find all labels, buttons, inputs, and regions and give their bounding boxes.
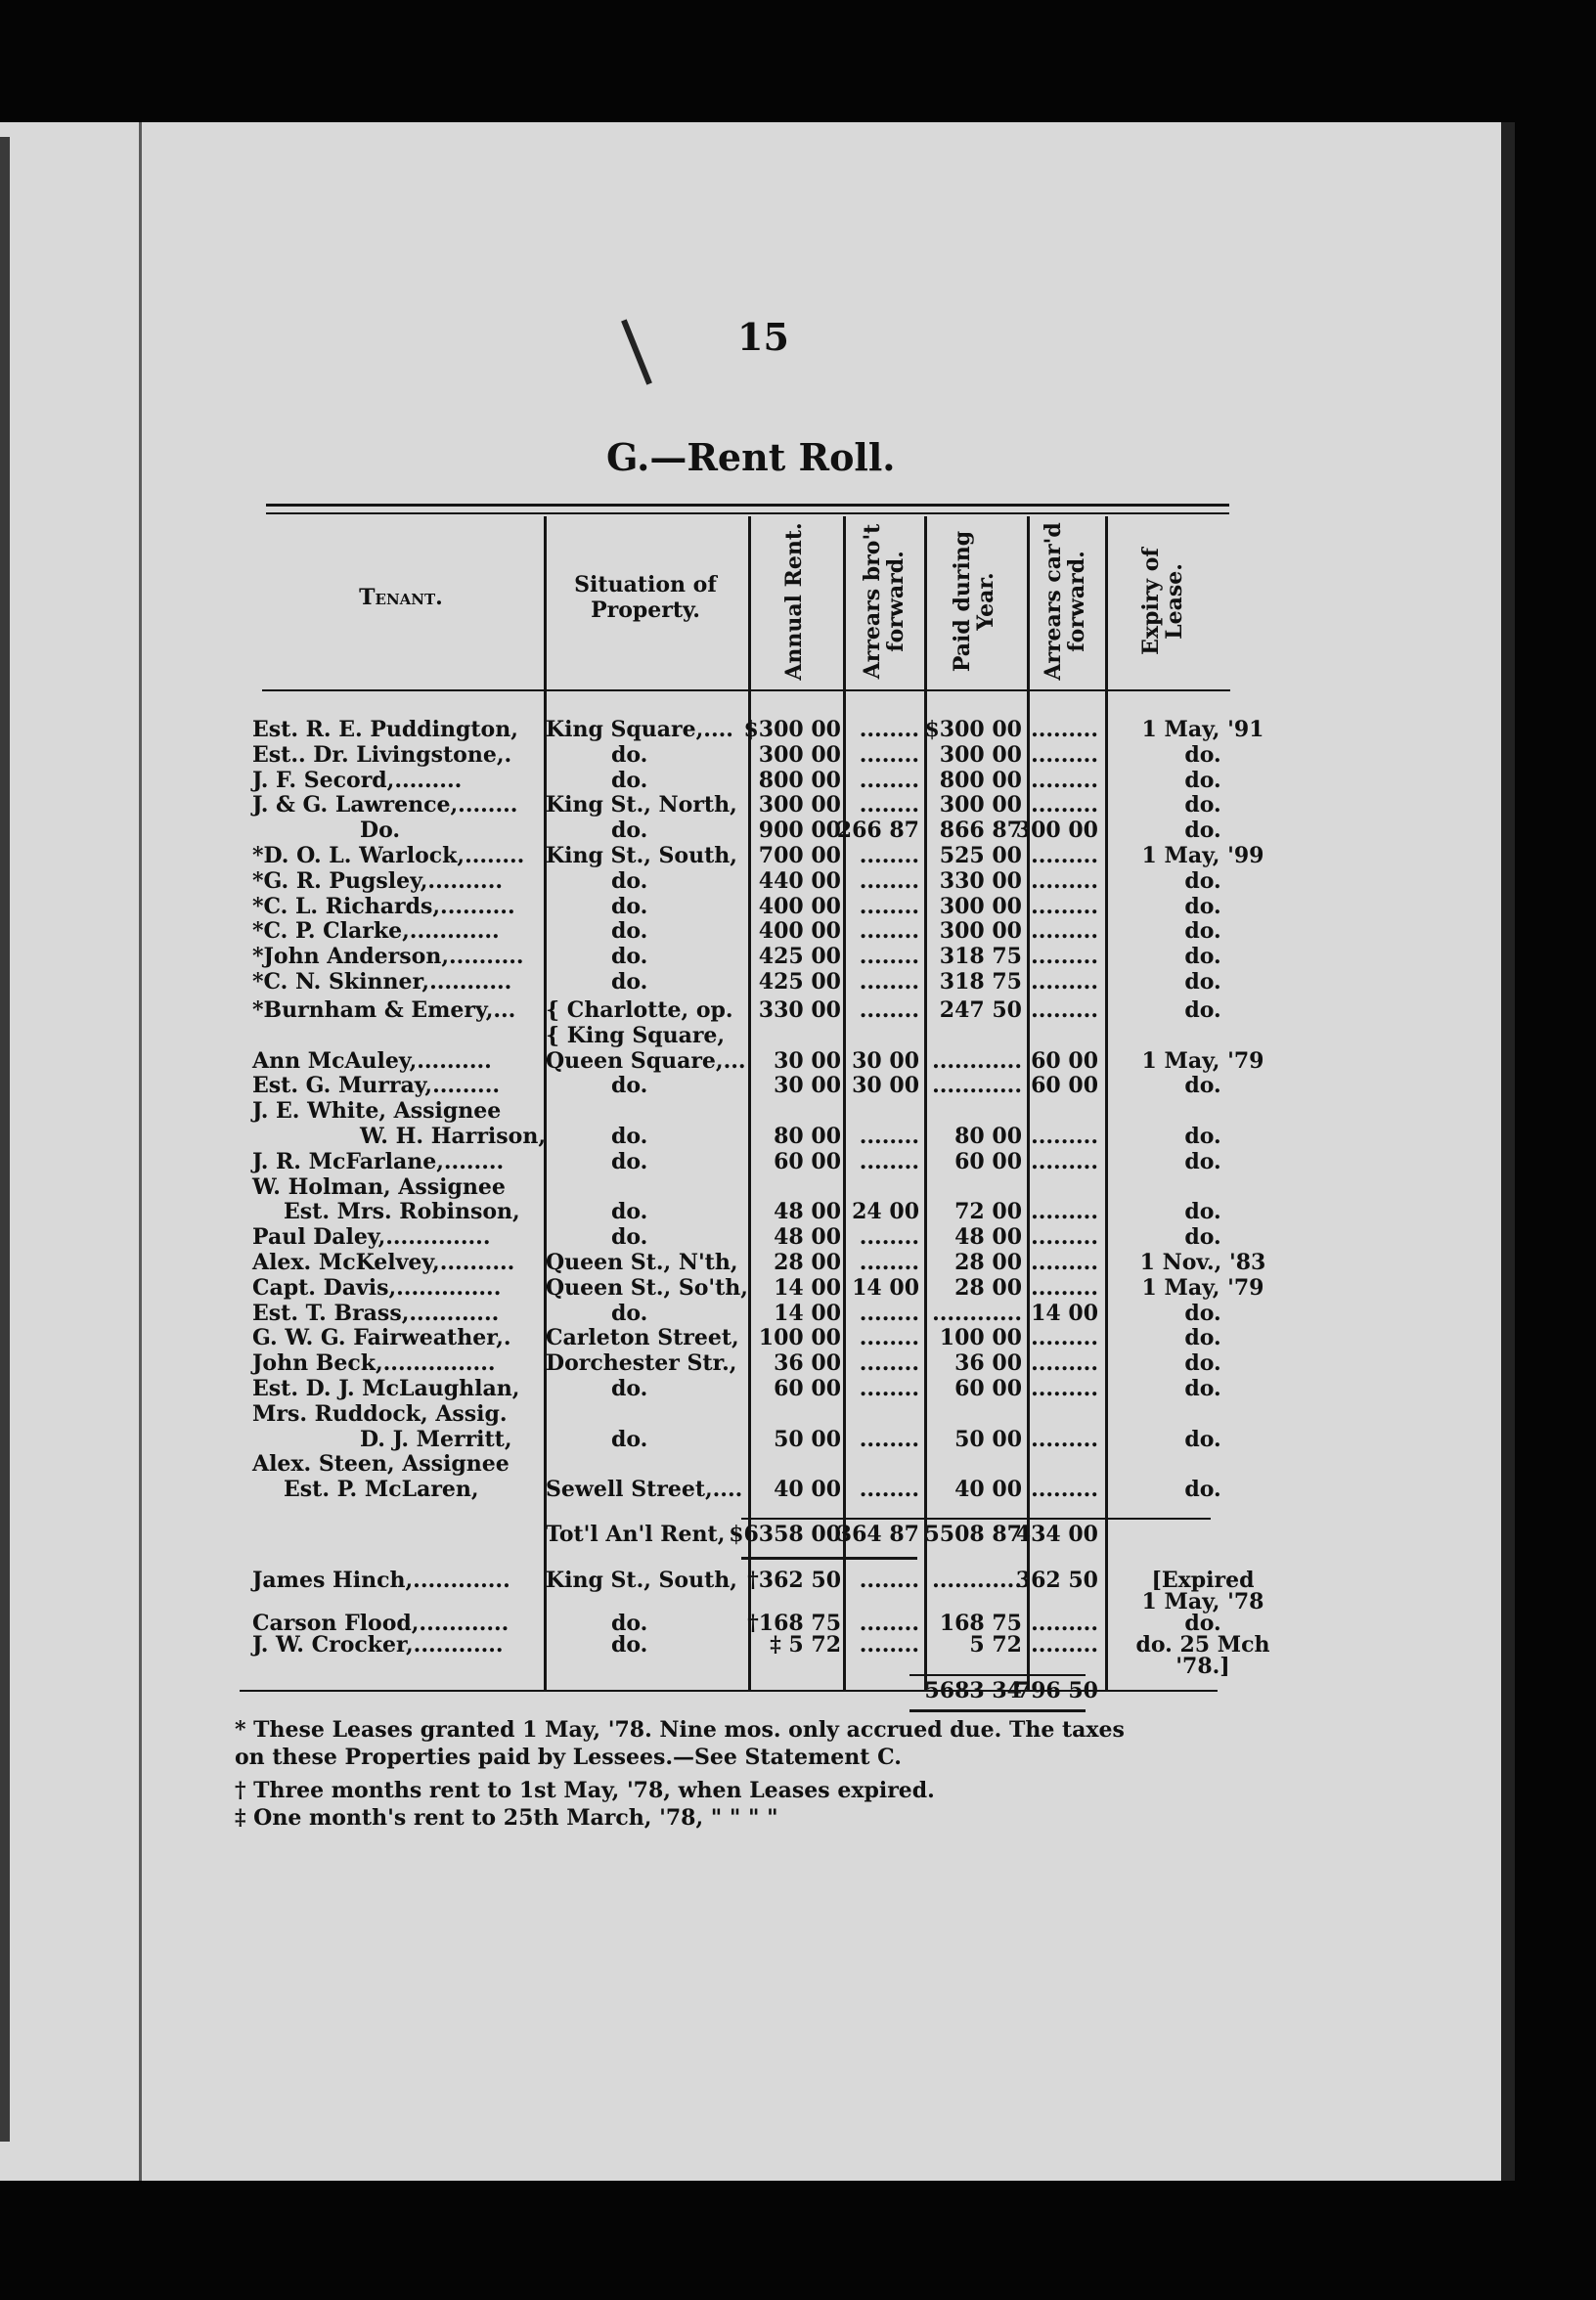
- tenant-cell: Alex. McKelvey,..........: [252, 1250, 515, 1275]
- arrears-brought-cell: ........: [859, 1611, 919, 1636]
- header-paid-line1: Paid during: [950, 530, 975, 673]
- arrears-brought-cell: ........: [859, 767, 919, 793]
- annual-rent-cell: 48 00: [774, 1224, 841, 1251]
- situation-cell: do.: [611, 1148, 648, 1174]
- paid-cell: 60 00: [954, 1376, 1022, 1401]
- page-title: G.—Rent Roll.: [606, 435, 896, 479]
- annual-rent-cell: 36 00: [774, 1350, 841, 1377]
- tenant-cell: Est.. Dr. Livingstone,.: [252, 741, 512, 768]
- situation-cell: Queen Square,...: [546, 1047, 746, 1074]
- annual-rent-cell: 400 00: [758, 893, 841, 919]
- arrears-carried-cell: .........: [1031, 1148, 1098, 1174]
- arrears-carried-cell: .........: [1031, 767, 1098, 793]
- footnote-line: ‡ One month's rent to 25th March, '78, " " " ": [235, 1805, 778, 1831]
- header-bottom-rule: [262, 689, 1230, 691]
- paid-cell: 318 75: [939, 969, 1022, 995]
- table-row: [0, 1678, 1501, 1703]
- annual-rent-cell: 14 00: [774, 1274, 841, 1301]
- total-arrears: 364 87: [836, 1522, 919, 1547]
- arrears-brought-cell: ........: [859, 1426, 919, 1452]
- situation-cell: do.: [611, 1632, 648, 1658]
- tenant-cell: Ann McAuley,..........: [252, 1047, 492, 1074]
- table-row: [0, 969, 1501, 995]
- table-row: [0, 894, 1501, 919]
- tenant-cell: J. R. McFarlane,........: [252, 1148, 505, 1174]
- arrears-carried-cell: .........: [1031, 792, 1098, 818]
- situation-cell: do.: [611, 867, 648, 894]
- arrears-carried-cell: .........: [1031, 1325, 1098, 1351]
- table-row: [0, 1451, 1501, 1477]
- situation-cell: do.: [611, 1376, 648, 1401]
- arrears-brought-cell: ........: [859, 1148, 919, 1174]
- annual-rent-cell: 330 00: [758, 997, 841, 1023]
- arrears-carried-cell: .........: [1031, 1632, 1098, 1658]
- total-paid: 5508 87: [924, 1522, 1022, 1547]
- paid-cell: 28 00: [954, 1274, 1022, 1301]
- expiry-cell: do.: [1184, 1611, 1221, 1636]
- arrears-carried-cell: .........: [1031, 944, 1098, 970]
- table-row: [0, 1301, 1501, 1326]
- situation-cell: do.: [611, 1611, 648, 1636]
- expiry-cell: do.: [1184, 767, 1221, 793]
- expiry-cell: 1 May, '79: [1141, 1047, 1264, 1074]
- arrears-brought-cell: ........: [859, 1250, 919, 1275]
- expiry-cell: do.: [1184, 918, 1221, 945]
- header-expiry-line1: Expiry of: [1138, 548, 1164, 655]
- arrears-carried-cell: .........: [1031, 741, 1098, 768]
- situation-cell: Queen St., N'th,: [546, 1250, 738, 1275]
- arrears-carried-cell: .........: [1031, 1350, 1098, 1377]
- expiry-cell: 1 May, '91: [1141, 717, 1264, 742]
- table-row: [0, 768, 1501, 793]
- header-arrears-card-line2: forward.: [1064, 551, 1089, 652]
- expiry-cell: 1 May, '99: [1141, 843, 1264, 868]
- footnote-line: † Three months rent to 1st May, '78, when Leases expired.: [235, 1778, 935, 1803]
- footnote-line: on these Properties paid by Lessees.—See Statement C.: [235, 1745, 902, 1770]
- arrears-brought-cell: 24 00: [852, 1199, 919, 1225]
- header-paid: [951, 518, 998, 685]
- tenant-cell: W. H. Harrison,: [360, 1124, 546, 1149]
- total-rule: [741, 1518, 1211, 1520]
- paid-cell: 866 87: [939, 818, 1022, 844]
- situation-cell: do.: [611, 1300, 648, 1326]
- paid-cell: 300 00: [939, 792, 1022, 818]
- tenant-cell: James Hinch,.............: [252, 1568, 510, 1593]
- table-row: [0, 1427, 1501, 1452]
- tenant-cell: Alex. Steen, Assignee: [252, 1451, 510, 1478]
- expiry-cell: do.: [1184, 1350, 1221, 1377]
- expiry-cell: do.: [1184, 1477, 1221, 1503]
- header-arrears-brot: [861, 518, 908, 685]
- annual-rent-cell: ‡ 5 72: [770, 1632, 841, 1658]
- tenant-cell: Est. D. J. McLaughlan,: [252, 1376, 520, 1401]
- arrears-carried-cell: .........: [1031, 867, 1098, 894]
- situation-cell: do.: [611, 1426, 648, 1452]
- annual-rent-cell: 800 00: [758, 767, 841, 793]
- header-arrears-card: [1042, 518, 1088, 685]
- situation-cell: Carleton Street,: [546, 1325, 739, 1351]
- arrears-brought-cell: ........: [859, 969, 919, 995]
- paid-cell: 800 00: [939, 767, 1022, 793]
- table-row: [0, 997, 1501, 1023]
- paid-cell: 5 72: [969, 1632, 1022, 1658]
- expiry-cell: do.: [1184, 997, 1221, 1023]
- arrears-carried-cell: .........: [1031, 1477, 1098, 1503]
- paid-cell: 525 00: [939, 843, 1022, 868]
- table-row: [0, 1023, 1501, 1048]
- tenant-cell: *C. P. Clarke,............: [252, 918, 500, 945]
- table-row: [0, 1098, 1501, 1124]
- arrears-carried-cell: .........: [1031, 1250, 1098, 1275]
- paid-cell: 60 00: [954, 1148, 1022, 1174]
- annual-rent-cell: 300 00: [758, 792, 841, 818]
- annual-rent-cell: †362 50: [747, 1568, 841, 1593]
- grand-total-bottom-rule: [909, 1709, 1086, 1712]
- header-expiry-line2: Lease.: [1162, 563, 1187, 640]
- table-row: [0, 1199, 1501, 1224]
- situation-cell: do.: [611, 1224, 648, 1251]
- table-row: [0, 742, 1501, 768]
- arrears-brought-cell: ........: [859, 1632, 919, 1658]
- arrears-brought-cell: ........: [859, 1477, 919, 1503]
- table-top-rule-2: [266, 512, 1229, 514]
- page-number: 15: [737, 315, 789, 359]
- tenant-cell: *Burnham & Emery,...: [252, 997, 516, 1023]
- expiry-cell: do.: [1184, 1426, 1221, 1452]
- tenant-cell: Do.: [360, 818, 401, 844]
- table-row: [0, 1325, 1501, 1350]
- arrears-brought-cell: ........: [859, 867, 919, 894]
- situation-cell: Queen St., So'th,: [546, 1274, 748, 1301]
- arrears-brought-cell: 30 00: [852, 1047, 919, 1074]
- expiry-cell: do.: [1184, 792, 1221, 818]
- situation-cell: do.: [611, 818, 648, 844]
- table-row: [0, 944, 1501, 969]
- arrears-brought-cell: ........: [859, 1124, 919, 1149]
- paid-cell: 72 00: [954, 1199, 1022, 1225]
- arrears-carried-cell: 14 00: [1031, 1300, 1098, 1326]
- annual-rent-cell: 900 00: [758, 818, 841, 844]
- situation-cell: do.: [611, 1124, 648, 1149]
- paid-cell: ............: [932, 1568, 1022, 1593]
- footnotes: [235, 1716, 1125, 1832]
- annual-rent-cell: 700 00: [758, 843, 841, 868]
- expiry-cell: do.: [1184, 1199, 1221, 1225]
- arrears-brought-cell: ........: [859, 717, 919, 742]
- annual-rent-cell: $300 00: [743, 717, 841, 742]
- header-arrears-brot-line2: forward.: [883, 551, 909, 652]
- tenant-cell: W. Holman, Assignee: [252, 1173, 506, 1200]
- situation-cell: King Square,....: [546, 717, 733, 742]
- arrears-carried-cell: 60 00: [1031, 1047, 1098, 1074]
- arrears-brought-cell: ........: [859, 1300, 919, 1326]
- tenant-cell: Mrs. Ruddock, Assig.: [252, 1400, 508, 1427]
- grand-total-carried: 796 50: [1015, 1678, 1098, 1703]
- situation-cell: do.: [611, 969, 648, 995]
- expiry-cell: do.: [1184, 1325, 1221, 1351]
- arrears-carried-cell: .........: [1031, 997, 1098, 1023]
- annual-rent-cell: 425 00: [758, 944, 841, 970]
- tenant-cell: Est. P. McLaren,: [284, 1477, 479, 1503]
- situation-cell: do.: [611, 944, 648, 970]
- expiry-cell: do.: [1184, 1148, 1221, 1174]
- tenant-cell: Paul Daley,..............: [252, 1224, 491, 1251]
- annual-rent-cell: 300 00: [758, 741, 841, 768]
- situation-cell: do.: [611, 918, 648, 945]
- header-expiry: [1139, 518, 1186, 685]
- table-row: [0, 717, 1501, 742]
- tenant-cell: G. W. G. Fairweather,.: [252, 1325, 511, 1351]
- tenant-cell: *G. R. Pugsley,..........: [252, 867, 504, 894]
- paid-cell: 48 00: [954, 1224, 1022, 1251]
- arrears-brought-cell: ........: [859, 997, 919, 1023]
- table-row: [0, 1250, 1501, 1275]
- table-row: [0, 1124, 1501, 1149]
- total-label: Tot'l An'l Rent,: [546, 1522, 726, 1547]
- expiry-cell: do.: [1184, 818, 1221, 844]
- table-row: [0, 1174, 1501, 1200]
- expiry-cell: do.: [1184, 741, 1221, 768]
- header-situation-line2: Property.: [591, 597, 700, 623]
- paid-cell: 300 00: [939, 741, 1022, 768]
- tenant-cell: J. & G. Lawrence,........: [252, 792, 518, 818]
- situation-cell: Dorchester Str.,: [546, 1350, 737, 1377]
- tenant-cell: D. J. Merritt,: [360, 1426, 512, 1452]
- expiry-cell: 1 May, '78: [1141, 1589, 1264, 1614]
- table-row: [0, 1376, 1501, 1401]
- arrears-carried-cell: .........: [1031, 717, 1098, 742]
- arrears-brought-cell: ........: [859, 944, 919, 970]
- table-row: [0, 1149, 1501, 1174]
- arrears-brought-cell: ........: [859, 1224, 919, 1251]
- table-row: [0, 1654, 1501, 1679]
- table-row: [0, 868, 1501, 894]
- arrears-brought-cell: ........: [859, 1568, 919, 1593]
- arrears-brought-cell: ........: [859, 741, 919, 768]
- arrears-carried-cell: .........: [1031, 969, 1098, 995]
- total-carried: 434 00: [1015, 1522, 1098, 1547]
- tenant-cell: *C. N. Skinner,...........: [252, 969, 512, 995]
- table-row: [0, 918, 1501, 944]
- paid-cell: 247 50: [939, 997, 1022, 1023]
- tenant-cell: Capt. Davis,..............: [252, 1274, 502, 1301]
- arrears-brought-cell: 266 87: [836, 818, 919, 844]
- arrears-brought-cell: ........: [859, 843, 919, 868]
- tenant-cell: J. F. Secord,.........: [252, 767, 463, 793]
- situation-cell: do.: [611, 1073, 648, 1099]
- tenant-cell: J. E. White, Assignee: [252, 1098, 502, 1125]
- arrears-brought-cell: ........: [859, 1376, 919, 1401]
- situation-cell: Sewell Street,....: [546, 1477, 743, 1503]
- annual-rent-cell: 400 00: [758, 918, 841, 945]
- annual-rent-cell: 40 00: [774, 1477, 841, 1503]
- annual-rent-cell: 425 00: [758, 969, 841, 995]
- tenant-cell: Carson Flood,............: [252, 1611, 510, 1636]
- annual-rent-cell: 80 00: [774, 1124, 841, 1149]
- situation-cell: King St., South,: [546, 843, 737, 868]
- expiry-cell: do. 25 Mch: [1135, 1632, 1270, 1658]
- arrears-brought-cell: 14 00: [852, 1274, 919, 1301]
- paid-cell: $300 00: [924, 717, 1022, 742]
- annual-rent-cell: 100 00: [758, 1325, 841, 1351]
- annual-rent-cell: 60 00: [774, 1376, 841, 1401]
- expiry-cell: do.: [1184, 1300, 1221, 1326]
- arrears-brought-cell: ........: [859, 1350, 919, 1377]
- expiry-cell: do.: [1184, 944, 1221, 970]
- paid-cell: 36 00: [954, 1350, 1022, 1377]
- tenant-cell: *John Anderson,..........: [252, 944, 524, 970]
- paid-cell: 318 75: [939, 944, 1022, 970]
- table-top-rule: [266, 504, 1229, 507]
- situation-cell: King St., South,: [546, 1568, 737, 1593]
- arrears-brought-cell: ........: [859, 1325, 919, 1351]
- paid-cell: ............: [932, 1300, 1022, 1326]
- arrears-carried-cell: .........: [1031, 1224, 1098, 1251]
- annual-rent-cell: 30 00: [774, 1047, 841, 1074]
- expiry-cell: do.: [1184, 893, 1221, 919]
- expiry-cell: [Expired: [1151, 1568, 1255, 1593]
- table-row: [0, 792, 1501, 818]
- header-annual-rent: Annual Rent.: [781, 522, 807, 681]
- arrears-brought-cell: ........: [859, 792, 919, 818]
- expiry-cell: do.: [1184, 1073, 1221, 1099]
- total-annual: $6358 00: [729, 1522, 841, 1547]
- annual-rent-cell: †168 75: [747, 1611, 841, 1636]
- table-row: [0, 1350, 1501, 1376]
- annual-rent-cell: 30 00: [774, 1073, 841, 1099]
- arrears-carried-cell: .........: [1031, 843, 1098, 868]
- arrears-carried-cell: .........: [1031, 1199, 1098, 1225]
- table-row: [0, 818, 1501, 843]
- expiry-cell: do.: [1184, 1376, 1221, 1401]
- header-arrears-card-line1: Arrears car'd: [1041, 522, 1066, 681]
- expiry-cell: '78.]: [1175, 1654, 1230, 1679]
- header-paid-line2: Year.: [973, 572, 998, 631]
- situation-cell: { Charlotte, op.: [546, 997, 733, 1023]
- arrears-carried-cell: 300 00: [1015, 818, 1098, 844]
- table-row: [0, 1275, 1501, 1301]
- expiry-cell: 1 May, '79: [1141, 1274, 1264, 1301]
- arrears-brought-cell: ........: [859, 893, 919, 919]
- situation-cell: { King Square,: [546, 1022, 726, 1048]
- tenant-cell: Est. Mrs. Robinson,: [284, 1199, 520, 1225]
- tenant-cell: Est. G. Murray,.........: [252, 1073, 501, 1099]
- arrears-carried-cell: .........: [1031, 1124, 1098, 1149]
- arrears-carried-cell: .........: [1031, 918, 1098, 945]
- table-row: [0, 1477, 1501, 1502]
- annual-rent-cell: 440 00: [758, 867, 841, 894]
- annual-rent-cell: 28 00: [774, 1250, 841, 1275]
- tenant-cell: J. W. Crocker,............: [252, 1632, 504, 1658]
- situation-cell: do.: [611, 1199, 648, 1225]
- expiry-cell: do.: [1184, 1224, 1221, 1251]
- annual-rent-cell: 60 00: [774, 1148, 841, 1174]
- header-arrears-brot-line1: Arrears bro't: [860, 523, 885, 680]
- annual-rent-cell: 14 00: [774, 1300, 841, 1326]
- situation-cell: King St., North,: [546, 792, 737, 818]
- expiry-cell: do.: [1184, 969, 1221, 995]
- expiry-cell: 1 Nov., '83: [1139, 1250, 1266, 1275]
- arrears-carried-cell: .........: [1031, 893, 1098, 919]
- tenant-cell: Est. T. Brass,............: [252, 1300, 500, 1326]
- paid-cell: 80 00: [954, 1124, 1022, 1149]
- tenant-cell: *D. O. L. Warlock,........: [252, 843, 525, 868]
- header-tenant: Tenant.: [359, 585, 443, 610]
- arrears-carried-cell: 60 00: [1031, 1073, 1098, 1099]
- arrears-carried-cell: .........: [1031, 1274, 1098, 1301]
- table-row: [0, 1224, 1501, 1250]
- paid-cell: 100 00: [939, 1325, 1022, 1351]
- paid-cell: 40 00: [954, 1477, 1022, 1503]
- paid-cell: 300 00: [939, 893, 1022, 919]
- arrears-carried-cell: .........: [1031, 1611, 1098, 1636]
- paid-cell: ............: [932, 1073, 1022, 1099]
- header-situation: [553, 572, 738, 623]
- paid-cell: 330 00: [939, 867, 1022, 894]
- tenant-cell: Est. R. E. Puddington,: [252, 717, 518, 742]
- arrears-carried-cell: 362 50: [1015, 1568, 1098, 1593]
- paid-cell: 168 75: [939, 1611, 1022, 1636]
- table-row: [0, 1048, 1501, 1074]
- annual-rent-cell: 50 00: [774, 1426, 841, 1452]
- expiry-cell: do.: [1184, 1124, 1221, 1149]
- annual-rent-cell: 48 00: [774, 1199, 841, 1225]
- header-situation-line1: Situation of: [574, 572, 717, 597]
- table-row: [0, 1522, 1501, 1547]
- paid-cell: 50 00: [954, 1426, 1022, 1452]
- expiry-cell: do.: [1184, 867, 1221, 894]
- paid-cell: 300 00: [939, 918, 1022, 945]
- table-row: [0, 1401, 1501, 1427]
- arrears-carried-cell: .........: [1031, 1376, 1098, 1401]
- tenant-cell: *C. L. Richards,..........: [252, 893, 515, 919]
- paid-cell: 28 00: [954, 1250, 1022, 1275]
- table-row: [0, 1073, 1501, 1098]
- table-row: [0, 843, 1501, 868]
- footnote-line: * These Leases granted 1 May, '78. Nine mos. only accrued due. The taxes: [235, 1717, 1125, 1743]
- arrears-brought-cell: 30 00: [852, 1073, 919, 1099]
- paid-cell: ............: [932, 1047, 1022, 1074]
- arrears-carried-cell: .........: [1031, 1426, 1098, 1452]
- tenant-cell: John Beck,...............: [252, 1350, 496, 1377]
- arrears-brought-cell: ........: [859, 918, 919, 945]
- situation-cell: do.: [611, 741, 648, 768]
- situation-cell: do.: [611, 767, 648, 793]
- situation-cell: do.: [611, 893, 648, 919]
- grand-total-paid: 5683 34: [924, 1678, 1022, 1703]
- total-bottom-rule: [741, 1557, 917, 1560]
